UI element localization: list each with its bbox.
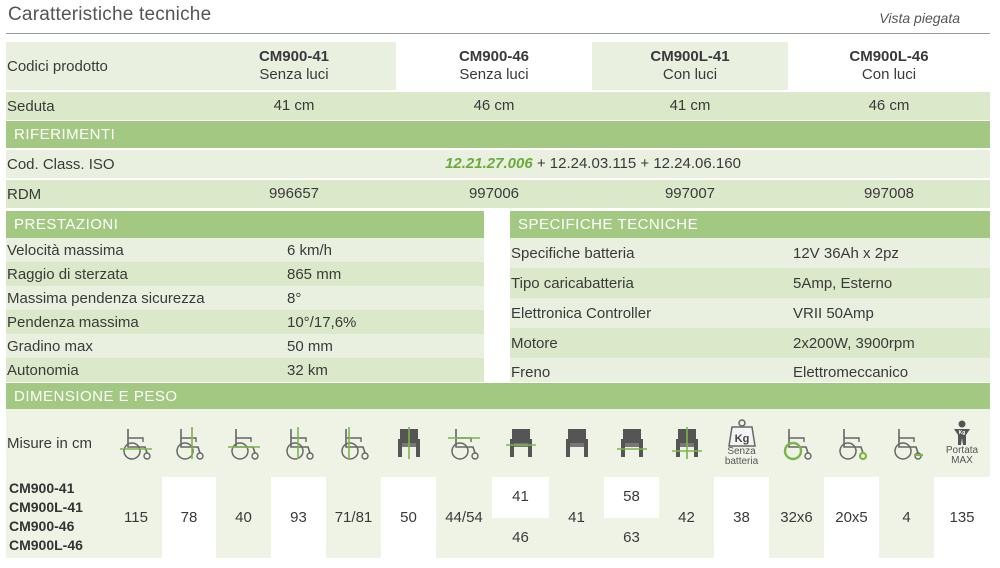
seat-value: 41 cm [273,97,315,114]
page-subtitle: Vista piegata [879,10,960,26]
dimension-value: 40 [216,477,271,558]
dimension-value: 32x6 [769,477,824,558]
products-row [6,42,990,90]
prestazioni-value: 50 mm [287,337,333,355]
product-col-4 [788,42,990,90]
product-desc: Con luci [662,66,718,83]
specifiche-value: Elettromeccanico [793,363,909,381]
specifiche-row [510,298,990,328]
product-code: CM900L-41 [650,48,730,65]
dimension-value: 115 [110,477,162,558]
wheelchair-front-width-icon [549,409,604,477]
product-col-2 [396,42,592,90]
specifiche-label: Elettronica Controller [511,304,652,322]
wheelchair-side-height-icon [162,409,216,477]
specifiche-table [510,238,990,382]
specifiche-header: SPECIFICHE TECNICHE [510,211,990,238]
footrest-icon [879,409,934,477]
seat-value: 46 cm [868,97,910,114]
wheelchair-front-seat-width-icon [492,409,549,477]
product-col-3 [592,42,788,90]
prestazioni-table [6,238,484,382]
dimension-value: 4 [879,477,934,558]
wheelchair-side-length-icon [110,409,162,477]
prestazioni-header: PRESTAZIONI [6,211,484,238]
prestazioni-row [6,334,484,358]
product-desc: Senza luci [459,66,529,83]
wheelchair-side-seat-height-icon [216,409,271,477]
svg-text:Kg: Kg [734,433,749,445]
dimension-value: 71/81 [326,477,381,558]
specifiche-row [510,238,990,268]
iso-label: Cod. Class. ISO [7,155,115,173]
rdm-value: 996657 [268,185,320,202]
specifiche-label: Tipo caricabatteria [511,274,634,292]
prestazioni-label: Massima pendenza sicurezza [7,289,205,307]
prestazioni-label: Autonomia [7,361,79,379]
seat-value: 41 cm [669,97,711,114]
wheelchair-front-armrest-icon [381,409,436,477]
product-code-label: CM900-41 [9,480,75,496]
iso-main-code: 12.21.27.006 [445,155,533,172]
product-desc: Senza luci [259,66,329,83]
rdm-value: 997008 [863,185,915,202]
product-code: CM900-41 [258,48,330,65]
dimension-value: 20x5 [824,477,879,558]
rdm-value: 997007 [664,185,716,202]
prestazioni-row [6,310,484,334]
prestazioni-row [6,262,484,286]
prestazioni-label: Gradino max [7,337,93,355]
dimension-value: 135 [934,477,990,558]
title-divider [6,33,990,34]
svg-text:Kg: Kg [958,430,966,436]
wheelchair-side-backrest-icon [326,409,381,477]
dimension-value: 44/54 [436,477,492,558]
prestazioni-value: 865 mm [287,265,342,283]
product-code: CM900-46 [458,48,530,65]
dimension-value: 93 [271,477,326,558]
icons-layer [0,409,1000,477]
product-code-label: CM900L-46 [9,537,83,553]
product-code-label: CM900L-41 [9,499,83,515]
iso-other-codes: + 12.24.03.115 + 12.24.06.160 [532,155,741,172]
dimension-value: 42 [659,477,714,558]
product-desc: Con luci [861,66,917,83]
riferimenti-header: RIFERIMENTI [6,121,990,148]
weight-kg-icon [714,409,769,477]
specifiche-value: 5Amp, Esterno [793,274,893,292]
wheelchair-front-folded-icon [659,409,714,477]
iso-row [6,150,990,178]
product-col-1 [196,42,392,90]
prestazioni-value: 8° [287,289,302,307]
wheelchair-side-seat-depth-icon [271,409,326,477]
product-code: CM900L-46 [849,48,929,65]
rdm-label: RDM [7,185,42,203]
wheelchair-side-armrest-height-icon [436,409,492,477]
dimension-value: 41 [492,477,549,517]
specifiche-label: Specifiche batteria [511,244,635,262]
measures-label: Misure in cm [7,434,93,452]
prestazioni-value: 32 km [287,361,328,379]
seat-label: Seduta [7,97,55,115]
prestazioni-row [6,286,484,310]
prestazioni-value: 6 km/h [287,241,333,259]
prestazioni-label: Pendenza massima [7,313,139,331]
max-load-person-icon [934,409,990,477]
specifiche-value: VRII 50Amp [793,304,874,322]
prestazioni-label: Velocità massima [7,241,124,259]
prestazioni-label: Raggio di sterzata [7,265,128,283]
page-title: Caratteristiche tecniche [8,4,212,25]
seat-value: 46 cm [473,97,515,114]
rdm-value: 997006 [468,185,520,202]
wheelchair-front-total-width-icon [604,409,659,477]
dimension-values-layer [0,477,1000,558]
specifiche-row [510,358,990,382]
prestazioni-value: 10°/17,6% [287,313,357,331]
dimension-value: 50 [381,477,436,558]
dimension-value: 46 [492,518,549,558]
prestazioni-row [6,238,484,262]
products-label: Codici prodotto [7,57,108,75]
specifiche-label: Freno [511,363,551,381]
prestazioni-row [6,358,484,382]
rdm-row [6,180,990,208]
dimension-value: 58 [604,477,659,517]
dimensioni-header: DIMENSIONE E PESO [6,383,990,409]
dimension-value: 78 [162,477,216,558]
product-code-label: CM900-46 [9,518,75,534]
specifiche-value: 2x200W, 3900rpm [793,334,915,352]
front-wheel-icon [824,409,879,477]
dimension-value: 38 [714,477,769,558]
portata-max-caption: Portata MAX [945,445,979,466]
seat-row [6,92,990,120]
rear-wheel-icon [769,409,824,477]
specifiche-row [510,268,990,298]
specifiche-value: 12V 36Ah x 2pz [793,244,899,262]
iso-codes [196,150,990,178]
dimension-value: 41 [549,477,604,558]
specifiche-label: Motore [511,334,558,352]
dimension-value: 63 [604,518,659,558]
senza-batteria-caption: Senza batteria [724,446,759,467]
specifiche-row [510,328,990,358]
